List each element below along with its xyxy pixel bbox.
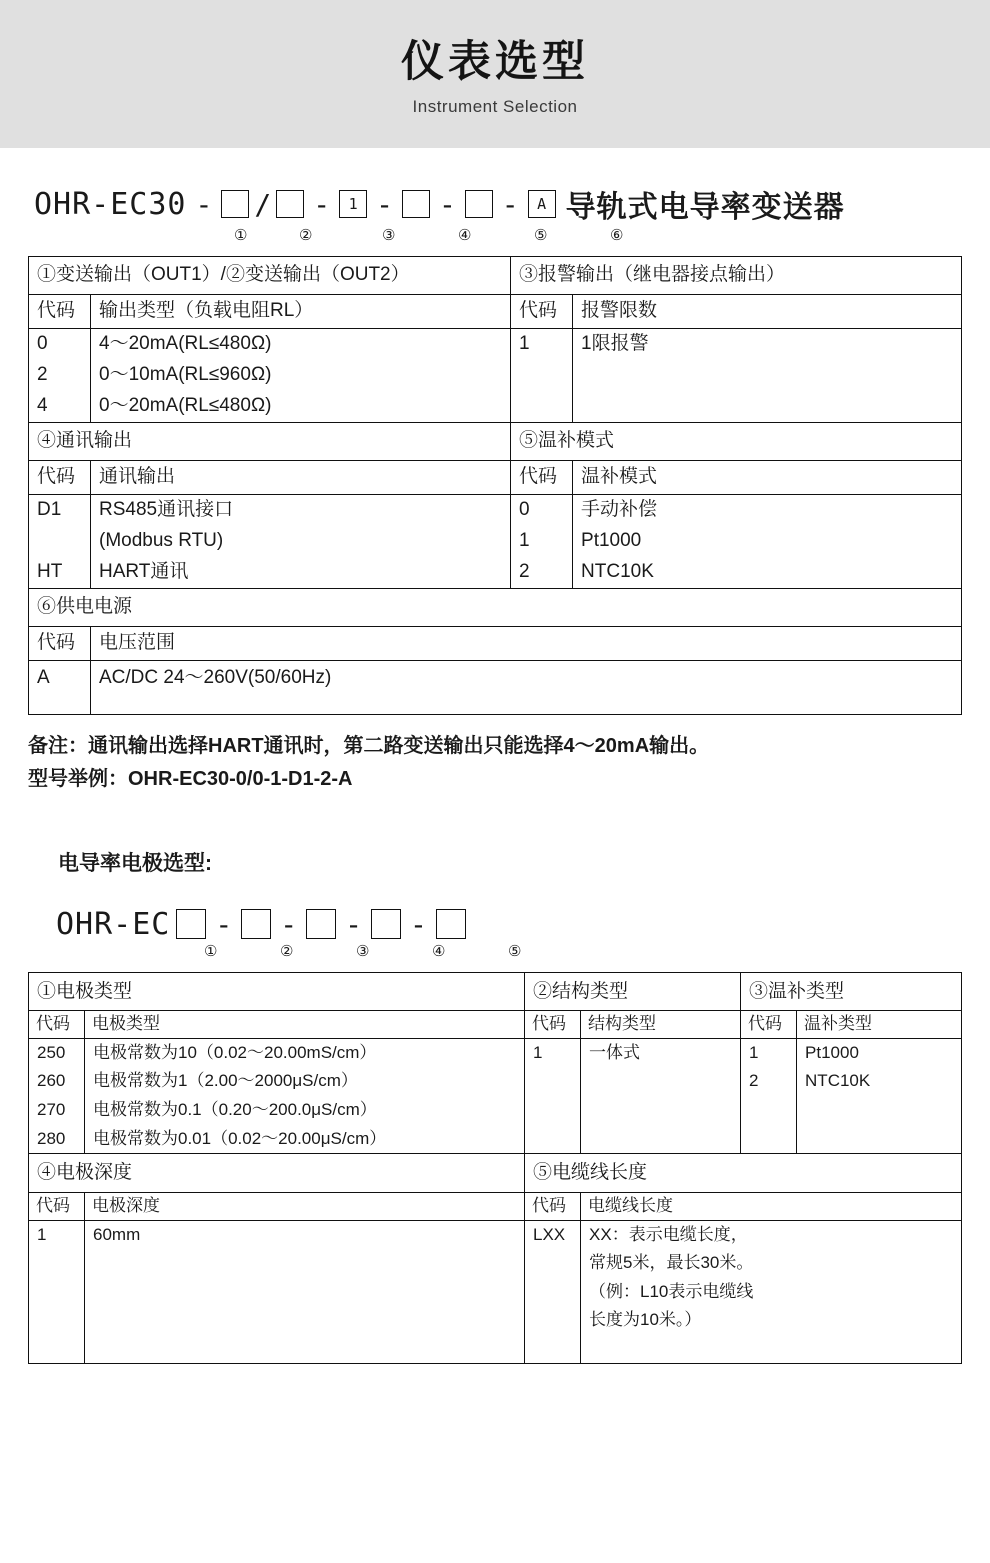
electrode-separator-3: -: [345, 907, 362, 941]
col-code: 代码: [525, 1011, 581, 1039]
cell-code: 1: [511, 526, 573, 557]
col-temp: 温补模式: [573, 460, 962, 494]
table-row: [29, 460, 962, 494]
cell-empty: [29, 1278, 85, 1307]
electrode-model-box-2[interactable]: [241, 909, 271, 939]
cell-empty: [525, 1249, 581, 1278]
cell-desc: (Modbus RTU): [91, 526, 511, 557]
cell-empty: [797, 1125, 962, 1154]
electrode-model-box-4[interactable]: [371, 909, 401, 939]
note-line-1: 备注：通讯输出选择HART通讯时，第二路变送输出只能选择4～20mA输出。: [28, 734, 710, 757]
table-row: [29, 1067, 962, 1096]
col-code: 代码: [511, 460, 573, 494]
cell-empty: [525, 1335, 581, 1363]
cell-empty: [29, 1249, 85, 1278]
header-cable-length: ⑤电缆线长度: [525, 1154, 962, 1193]
cell-empty: [797, 1096, 962, 1125]
table-row: [29, 1306, 962, 1335]
col-electrode-type: 电极类型: [85, 1011, 525, 1039]
cell-code: 270: [29, 1096, 85, 1125]
cell-empty: [581, 1096, 741, 1125]
cell-desc: 电极常数为10（0.02～20.00mS/cm）: [85, 1038, 525, 1067]
electrode-index-4: ④: [432, 942, 446, 960]
model-index-5: ⑤: [534, 227, 548, 244]
cell-empty: [525, 1067, 581, 1096]
col-depth: 电极深度: [85, 1192, 525, 1220]
cell-empty: [741, 1096, 797, 1125]
col-code: 代码: [29, 1011, 85, 1039]
cell-code: 2: [511, 557, 573, 588]
cell-empty: [573, 360, 962, 391]
cell-code: 1: [741, 1038, 797, 1067]
electrode-model-box-3[interactable]: [306, 909, 336, 939]
cell-desc: 1限报警: [573, 328, 962, 359]
model-box-2[interactable]: [276, 190, 304, 218]
cell-empty: [525, 1306, 581, 1335]
cell-empty: [741, 1125, 797, 1154]
table-row: [29, 626, 962, 660]
col-cable-length: 电缆线长度: [581, 1192, 962, 1220]
table-row: [29, 328, 962, 359]
cell-desc: HART通讯: [91, 557, 511, 588]
cell-code: D1: [29, 494, 91, 525]
page-subtitle: Instrument Selection: [412, 96, 578, 116]
cell-code: 1: [29, 1220, 85, 1249]
cell-code: 2: [741, 1067, 797, 1096]
cell-empty: [581, 1335, 962, 1363]
model-index-row: [34, 226, 962, 250]
col-code: 代码: [29, 626, 91, 660]
table-row: [29, 1192, 962, 1220]
cell-code: 260: [29, 1067, 85, 1096]
col-code: 代码: [525, 1192, 581, 1220]
cell-empty: [581, 1067, 741, 1096]
model-box-1[interactable]: [221, 190, 249, 218]
model-separator-5: -: [438, 187, 456, 221]
cell-empty: [581, 1125, 741, 1154]
electrode-model-code-line: [56, 907, 962, 942]
cell-desc: Pt1000: [573, 526, 962, 557]
header-comm-output: ④通讯输出: [29, 422, 511, 460]
table-row: [29, 422, 962, 460]
table-row: [29, 1278, 962, 1307]
table-row: [29, 526, 962, 557]
section-title-electrode: 电导率电极选型:: [58, 851, 212, 875]
cell-desc: 电极常数为0.1（0.20～200.0μS/cm）: [85, 1096, 525, 1125]
table-row: [29, 1011, 962, 1039]
cell-desc: NTC10K: [797, 1067, 962, 1096]
col-output-type: 输出类型（负载电阻RL）: [91, 294, 511, 328]
selection-table-main: [28, 256, 962, 715]
table-row: [29, 972, 962, 1011]
model-code-line: [34, 182, 962, 226]
model-index-2: ②: [299, 227, 313, 244]
model-index-1: ①: [234, 227, 248, 244]
cell-desc: 0～20mA(RL≤480Ω): [91, 391, 511, 422]
electrode-separator-1: -: [215, 907, 233, 941]
electrode-separator-4: -: [409, 907, 427, 941]
cell-empty: [85, 1306, 525, 1335]
table-row: [29, 588, 962, 626]
cell-desc: 4～20mA(RL≤480Ω): [91, 328, 511, 359]
cell-empty: [525, 1125, 581, 1154]
page-header-banner: [0, 0, 990, 148]
cell-desc: Pt1000: [797, 1038, 962, 1067]
model-index-4: ④: [458, 227, 472, 244]
model-box-6[interactable]: A: [528, 190, 556, 218]
col-tempcomp-type: 温补类型: [797, 1011, 962, 1039]
col-code: 代码: [29, 294, 91, 328]
cell-empty: [29, 1306, 85, 1335]
header-transmit-output: ①变送输出（OUT1）/②变送输出（OUT2）: [29, 257, 511, 295]
model-separator-1: -: [195, 187, 213, 221]
table-row: [29, 557, 962, 588]
table-row: [29, 660, 962, 714]
cell-desc: 0～10mA(RL≤960Ω): [91, 360, 511, 391]
cell-code: 2: [29, 360, 91, 391]
cell-desc: XX：表示电缆长度，: [581, 1220, 962, 1249]
table-row: [29, 494, 962, 525]
table-row: [29, 1096, 962, 1125]
header-temp-mode: ⑤温补模式: [511, 422, 962, 460]
electrode-model-box-5[interactable]: [436, 909, 466, 939]
cell-desc: 一体式: [581, 1038, 741, 1067]
cell-code: LXX: [525, 1220, 581, 1249]
model-separator-4: -: [376, 187, 393, 221]
table-row: [29, 1220, 962, 1249]
table-row: [29, 1249, 962, 1278]
model-box-5[interactable]: [465, 190, 493, 218]
table-row: [29, 257, 962, 295]
cell-desc: 常规5米，最长30米。: [581, 1249, 962, 1278]
cell-desc: 60mm: [85, 1220, 525, 1249]
cell-desc: 手动补偿: [573, 494, 962, 525]
model-description: 导轨式电导率变送器: [565, 191, 845, 224]
electrode-separator-2: -: [280, 907, 298, 941]
table-row: [29, 360, 962, 391]
col-alarm-limit: 报警限数: [573, 294, 962, 328]
cell-desc: （例：L10表示电缆线: [581, 1278, 962, 1307]
cell-empty: [511, 391, 573, 422]
cell-code: [29, 526, 91, 557]
model-separator-2: /: [254, 187, 272, 221]
cell-empty: [511, 360, 573, 391]
electrode-index-1: ①: [204, 942, 218, 960]
page-content: [0, 182, 990, 1364]
table-row: [29, 1125, 962, 1154]
table-row: [29, 1335, 962, 1363]
cell-desc: RS485通讯接口: [91, 494, 511, 525]
cell-desc: 长度为10米。）: [581, 1306, 962, 1335]
cell-empty: [573, 391, 962, 422]
col-structure-type: 结构类型: [581, 1011, 741, 1039]
model-index-3: ③: [382, 227, 396, 244]
electrode-model-prefix: OHR-EC: [56, 906, 171, 942]
header-electrode-depth: ④电极深度: [29, 1154, 525, 1193]
cell-empty: [525, 1278, 581, 1307]
model-prefix: OHR-EC30: [34, 186, 187, 222]
table-row: [29, 1154, 962, 1193]
header-tempcomp-type: ③温补类型: [741, 972, 962, 1011]
model-box-3[interactable]: 1: [339, 190, 367, 218]
cell-empty: [85, 1335, 525, 1363]
cell-code: 250: [29, 1038, 85, 1067]
col-code: 代码: [29, 460, 91, 494]
note-line-2: 型号举例：OHR-EC30-0/0-1-D1-2-A: [28, 767, 353, 790]
model-index-6: ⑥: [610, 227, 624, 244]
table-row: [29, 391, 962, 422]
col-code: 代码: [741, 1011, 797, 1039]
cell-code: 4: [29, 391, 91, 422]
model-separator-3: -: [313, 187, 331, 221]
col-code: 代码: [29, 1192, 85, 1220]
model-box-4[interactable]: [402, 190, 430, 218]
cell-code: 280: [29, 1125, 85, 1154]
model-separator-6: -: [501, 187, 519, 221]
cell-empty: [85, 1249, 525, 1278]
cell-code: 0: [29, 328, 91, 359]
header-electrode-type: ①电极类型: [29, 972, 525, 1011]
page-title: 仪表选型: [401, 38, 589, 87]
cell-empty: [525, 1096, 581, 1125]
col-code: 代码: [511, 294, 573, 328]
cell-empty: [29, 1335, 85, 1363]
cell-desc: 电极常数为1（2.00～2000μS/cm）: [85, 1067, 525, 1096]
cell-code: A: [29, 660, 91, 714]
col-comm: 通讯输出: [91, 460, 511, 494]
cell-desc: AC/DC 24～260V(50/60Hz): [91, 660, 962, 714]
electrode-model-box-1[interactable]: [176, 909, 206, 939]
cell-code: 1: [511, 328, 573, 359]
electrode-index-row: [56, 942, 962, 966]
cell-desc: 电极常数为0.01（0.02～20.00μS/cm）: [85, 1125, 525, 1154]
electrode-index-5: ⑤: [508, 942, 522, 960]
cell-empty: [85, 1278, 525, 1307]
cell-desc: NTC10K: [573, 557, 962, 588]
cell-code: 0: [511, 494, 573, 525]
table-row: [29, 1038, 962, 1067]
electrode-index-3: ③: [356, 942, 370, 960]
electrode-index-2: ②: [280, 942, 294, 960]
header-alarm-output: ③报警输出（继电器接点输出）: [511, 257, 962, 295]
col-voltage-range: 电压范围: [91, 626, 962, 660]
header-structure-type: ②结构类型: [525, 972, 741, 1011]
table-row: [29, 294, 962, 328]
header-power-supply: ⑥供电电源: [29, 588, 962, 626]
cell-code: 1: [525, 1038, 581, 1067]
cell-code: HT: [29, 557, 91, 588]
selection-table-electrode: [28, 972, 962, 1364]
